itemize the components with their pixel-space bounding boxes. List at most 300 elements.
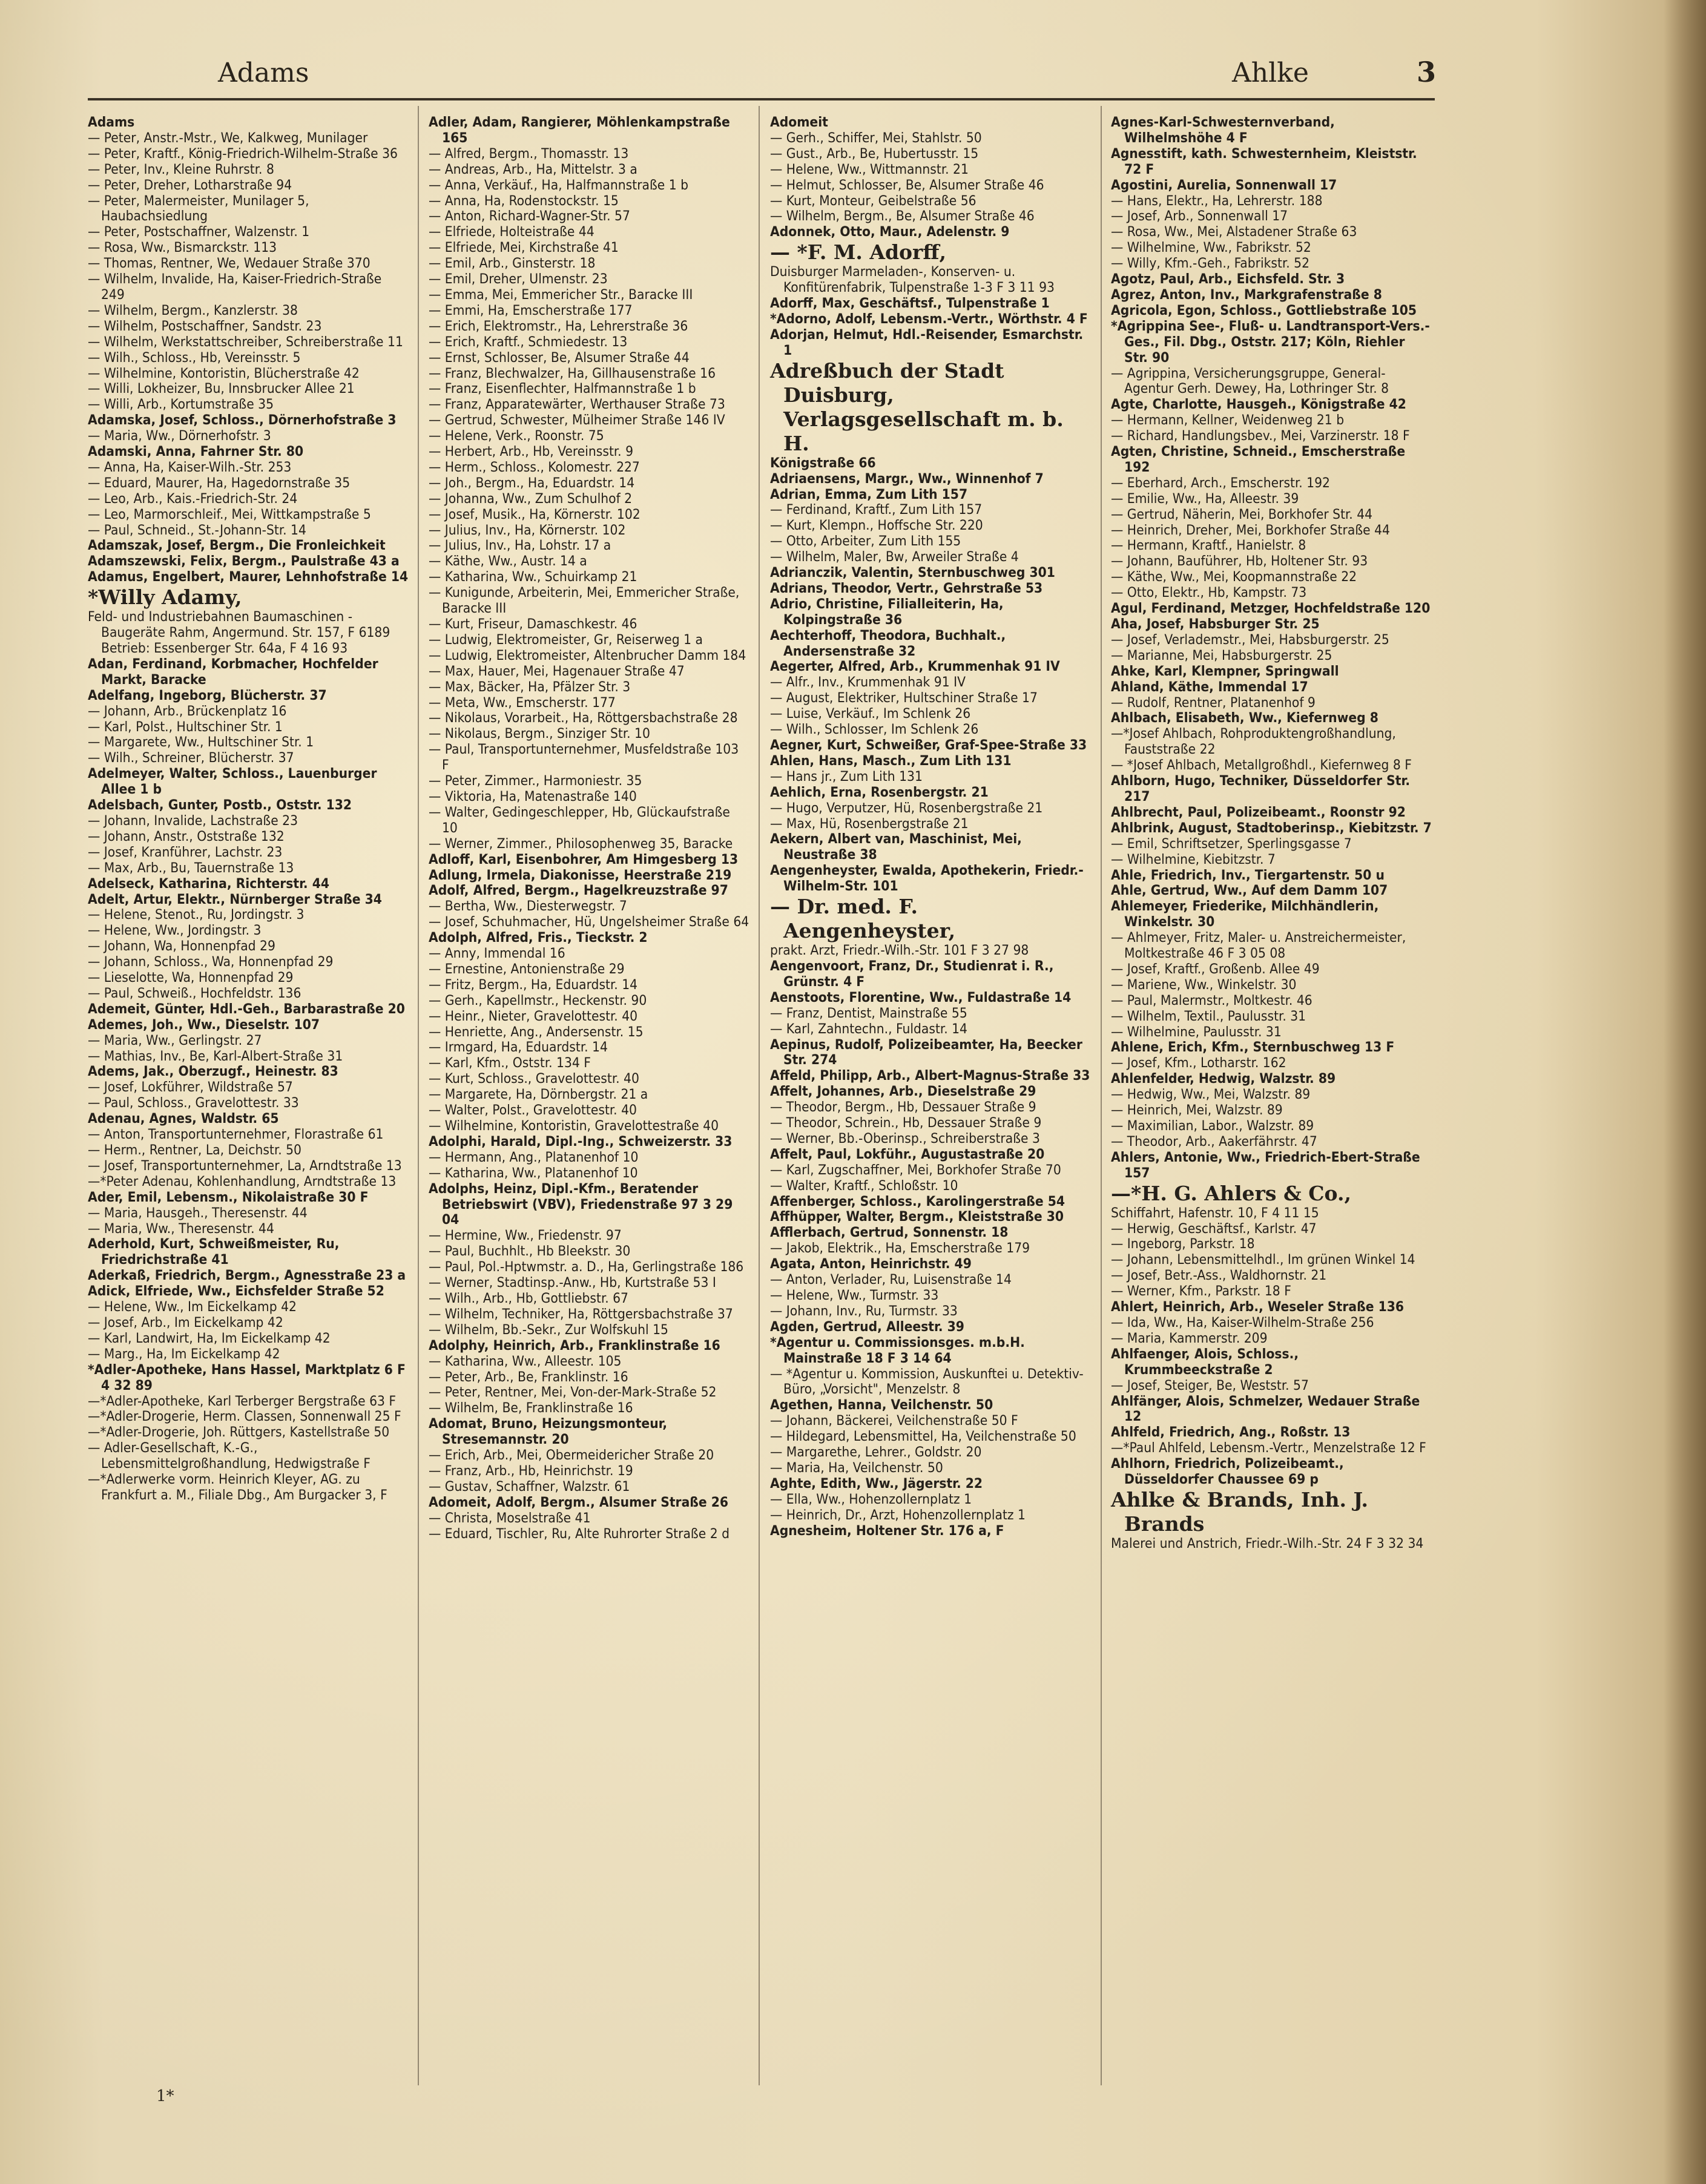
directory-entry: — Gust., Arb., Be, Hubertusstr. 15 — [770, 145, 979, 162]
column-divider — [418, 106, 419, 2085]
header-last-entry: Ahlke — [1232, 58, 1309, 88]
directory-entry: — Viktoria, Ha, Matenastraße 140 — [429, 788, 637, 804]
directory-entry: — Wilhelm, Invalide, Ha, Kaiser-Friedrich-Straße 249 — [88, 271, 382, 303]
directory-entry: — Josef, Verlademstr., Mei, Habsburgerstr. 25 — [1111, 631, 1389, 648]
directory-entry: Aderkaß, Friedrich, Bergm., Agnesstraße 23 a — [88, 1268, 406, 1284]
directory-entry: — Josef, Transportunternehmer, La, Arndtstraße 13 — [88, 1157, 402, 1174]
directory-entry: Adolphy, Heinrich, Arb., Franklinstraße 16 — [429, 1337, 720, 1353]
directory-entry: — Kunigunde, Arbeiterin, Mei, Emmericher Straße, Baracke III — [429, 585, 740, 617]
directory-entry: Adomat, Bruno, Heizungsmonteur, Stresemannstr. 20 — [429, 1416, 668, 1448]
directory-entry: — Bertha, Ww., Diesterwegstr. 7 — [429, 898, 627, 915]
directory-entry: —*Josef Ahlbach, Rohproduktengroßhandlung, Fauststraße 22 — [1111, 726, 1396, 758]
directory-entry: — Rudolf, Rentner, Platanenhof 9 — [1111, 694, 1316, 711]
directory-entry: — Ida, Ww., Ha, Kaiser-Wilhelm-Straße 256 — [1111, 1314, 1374, 1330]
directory-entry: — Hugo, Verputzer, Hü, Rosenbergstraße 21 — [770, 800, 1043, 816]
directory-entry: — Willi, Lokheizer, Bu, Innsbrucker Allee 21 — [88, 381, 355, 397]
directory-entry: — Helmut, Schlosser, Be, Alsumer Straße 46 — [770, 177, 1044, 193]
directory-entry: Aechterhoff, Theodora, Buchhalt., Andersenstraße 32 — [770, 627, 1006, 659]
directory-entry: —*Peter Adenau, Kohlenhandlung, Arndtstraße 13 — [88, 1173, 397, 1189]
directory-entry: — Alfr., Inv., Krummenhak 91 IV — [770, 674, 966, 691]
directory-entry: — Marianne, Mei, Habsburgerstr. 25 — [1111, 647, 1332, 663]
directory-entry: Aenstoots, Florentine, Ww., Fuldastraße 14 — [770, 989, 1072, 1005]
directory-entry: — Heinrich, Dr., Arzt, Hohenzollernplatz 1 — [770, 1507, 1026, 1523]
directory-entry: — Katharina, Ww., Schuirkamp 21 — [429, 569, 637, 585]
directory-entry: Aehlich, Erna, Rosenbergstr. 21 — [770, 784, 989, 800]
directory-entry: — Josef, Arb., Sonnenwall 17 — [1111, 208, 1288, 225]
directory-entry: Adamszak, Josef, Bergm., Die Fronleichkeit — [88, 538, 386, 554]
directory-entry: Adolf, Alfred, Bergm., Hagelkreuzstraße 97 — [429, 883, 728, 899]
directory-entry: Adomeit — [770, 114, 828, 130]
directory-entry: Adler, Adam, Rangierer, Möhlenkampstraße 165 — [429, 114, 730, 146]
directory-entry: Agnes-Karl-Schwesternverband, Wilhelmshöhe 4 F — [1111, 114, 1335, 146]
directory-entry: Agul, Ferdinand, Metzger, Hochfeldstraße 120 — [1111, 600, 1431, 617]
directory-entry: — Walter, Gedingeschlepper, Hb, Glückaufstraße 10 — [429, 804, 730, 836]
directory-entry: — Ahlmeyer, Fritz, Maler- u. Anstreichermeister, Moltkestraße 46 F 3 05 08 — [1111, 930, 1406, 962]
directory-entry: — Johann, Lebensmittelhdl., Im grünen Winkel 14 — [1111, 1252, 1415, 1268]
directory-entry: — Otto, Elektr., Hb, Kampstr. 73 — [1111, 585, 1307, 601]
directory-entry: Ahlbach, Elisabeth, Ww., Kiefernweg 8 — [1111, 710, 1378, 726]
directory-entry: — Heinrich, Mei, Walzstr. 89 — [1111, 1102, 1283, 1119]
directory-entry: —*Adler-Apotheke, Karl Terberger Bergstraße 63 F — [88, 1393, 397, 1409]
directory-entry: Aegerter, Alfred, Arb., Krummenhak 91 IV — [770, 659, 1060, 675]
directory-entry: Adloff, Karl, Eisenbohrer, Am Himgesberg 13 — [429, 851, 739, 867]
directory-entry: — Wilhelmine, Kontoristin, Blücherstraße 42 — [88, 365, 360, 381]
directory-entry: *Adorno, Adolf, Lebensm.-Vertr., Wörthstr. 4 F — [770, 311, 1088, 327]
directory-entry: Adamus, Engelbert, Maurer, Lehnhofstraße 14 — [88, 569, 409, 585]
directory-entry: Ahle, Friedrich, Inv., Tiergartenstr. 50 u — [1111, 867, 1385, 883]
directory-entry: — Erich, Elektromstr., Ha, Lehrerstraße 36 — [429, 318, 688, 334]
directory-entry: — Eberhard, Arch., Emscherstr. 192 — [1111, 475, 1330, 491]
column-divider — [1101, 106, 1102, 2085]
directory-entry: — Karl, Zugschaffner, Mei, Borkhofer Straße 70 — [770, 1162, 1061, 1178]
directory-entry: — Wilhelmine, Kiebitzstr. 7 — [1111, 851, 1276, 867]
directory-entry: Duisburger Marmeladen-, Konserven- u. Konfitürenfabrik, Tulpenstraße 1-3 F 3 11 93 — [770, 264, 1055, 296]
directory-entry: Adamszewski, Felix, Bergm., Paulstraße 43 a — [88, 553, 400, 570]
directory-entry: Agotz, Paul, Arb., Eichsfeld. Str. 3 — [1111, 271, 1345, 288]
directory-entry: — Alfred, Bergm., Thomasstr. 13 — [429, 145, 629, 162]
directory-entry: — Max, Hü, Rosenbergstraße 21 — [770, 815, 969, 832]
directory-entry: — Johann, Arb., Brückenplatz 16 — [88, 703, 287, 719]
directory-entry: — Franz, Arb., Hb, Heinrichstr. 19 — [429, 1462, 633, 1479]
directory-column-2 — [429, 115, 749, 1542]
directory-entry: — Emmi, Ha, Emscherstraße 177 — [429, 302, 633, 318]
directory-entry: — Julius, Inv., Ha, Körnerstr. 102 — [429, 522, 626, 538]
directory-entry: — Elfriede, Holteistraße 44 — [429, 224, 594, 240]
directory-entry: — Agrippina, Versicherungsgruppe, General-Agentur Gerh. Dewey, Ha, Lothringer Str. 8 — [1111, 365, 1389, 397]
directory-entry: — Wilhelmine, Kontoristin, Gravelottestraße 40 — [429, 1118, 719, 1134]
directory-entry: — Peter, Inv., Kleine Ruhrstr. 8 — [88, 161, 274, 177]
directory-entry: — Paul, Schneid., St.-Johann-Str. 14 — [88, 522, 306, 538]
directory-entry: — Josef, Musik., Ha, Körnerstr. 102 — [429, 506, 641, 522]
directory-entry: Affhüpper, Walter, Bergm., Kleiststraße 30 — [770, 1209, 1064, 1225]
directory-entry: — Thomas, Rentner, We, Wedauer Straße 370 — [88, 255, 371, 272]
directory-entry: — Rosa, Ww., Bismarckstr. 113 — [88, 240, 277, 256]
directory-entry: — Ella, Ww., Hohenzollernplatz 1 — [770, 1491, 972, 1507]
directory-entry: Ademes, Joh., Ww., Dieselstr. 107 — [88, 1016, 320, 1033]
directory-entry: *Willy Adamy, — [88, 585, 242, 610]
directory-entry: Adolph, Alfred, Fris., Tieckstr. 2 — [429, 930, 648, 946]
directory-entry: — Leo, Arb., Kais.-Friedrich-Str. 24 — [88, 490, 298, 507]
directory-entry: Ahlen, Hans, Masch., Zum Lith 131 — [770, 752, 1012, 769]
directory-entry: — Rosa, Ww., Mei, Alstadener Straße 63 — [1111, 224, 1357, 240]
directory-entry: Adreßbuch der Stadt Duisburg, Verlagsgesellschaft m. b. H. — [770, 358, 1064, 455]
directory-entry: — Karl, Landwirt, Ha, Im Eickelkamp 42 — [88, 1330, 331, 1346]
directory-entry: — Emil, Arb., Ginsterstr. 18 — [429, 255, 596, 272]
directory-entry: — Hildegard, Lebensmittel, Ha, Veilchenstraße 50 — [770, 1429, 1076, 1445]
directory-entry: — Anton, Richard-Wagner-Str. 57 — [429, 208, 630, 225]
directory-entry: Adams — [88, 114, 135, 130]
directory-entry: Adelfang, Ingeborg, Blücherstr. 37 — [88, 687, 327, 703]
directory-entry: Agden, Gertrud, Alleestr. 39 — [770, 1318, 964, 1335]
directory-entry: — Ludwig, Elektromeister, Gr, Reiserweg 1 a — [429, 631, 703, 648]
directory-entry: — Josef, Kranführer, Lachstr. 23 — [88, 844, 283, 860]
directory-entry: — Wilhelmine, Paulusstr. 31 — [1111, 1024, 1282, 1040]
directory-entry: — Katharina, Ww., Alleestr. 105 — [429, 1353, 622, 1369]
directory-entry: — Helene, Ww., Jordingstr. 3 — [88, 923, 262, 939]
directory-entry: Ahlemeyer, Friederike, Milchhändlerin, Winkelstr. 30 — [1111, 898, 1379, 930]
directory-entry: Adriaensens, Margr., Ww., Winnenhof 7 — [770, 470, 1044, 487]
directory-entry: — Josef, Betr.-Ass., Waldhornstr. 21 — [1111, 1268, 1327, 1284]
directory-entry: — Herbert, Arb., Hb, Vereinsstr. 9 — [429, 444, 634, 460]
directory-entry: — Josef, Kfm., Lotharstr. 162 — [1111, 1055, 1286, 1071]
directory-entry: — Theodor, Arb., Aakerfährstr. 47 — [1111, 1133, 1317, 1150]
directory-entry: Affelt, Paul, Lokführ., Augustastraße 20 — [770, 1146, 1045, 1162]
directory-entry: — Erich, Kraftf., Schmiedestr. 13 — [429, 334, 628, 350]
directory-entry: Aengenheyster, Ewalda, Apothekerin, Friedr.-Wilhelm-Str. 101 — [770, 863, 1084, 895]
directory-entry: — Hermann, Ang., Platanenhof 10 — [429, 1149, 639, 1165]
directory-column-4 — [1111, 115, 1432, 1552]
directory-entry: — Walter, Polst., Gravelottestr. 40 — [429, 1102, 637, 1119]
directory-entry: — Maria, Ww., Dörnerhofstr. 3 — [88, 428, 271, 444]
directory-entry: — Peter, Malermeister, Munilager 5, Haubachsiedlung — [88, 192, 309, 225]
directory-entry: — Werner, Kfm., Parkstr. 18 F — [1111, 1283, 1291, 1300]
directory-entry: — Leo, Marmorschleif., Mei, Wittkampstraße 5 — [88, 506, 371, 522]
directory-entry: — Anna, Ha, Kaiser-Wilh.-Str. 253 — [88, 459, 292, 475]
directory-entry: — Paul, Malermstr., Moltkestr. 46 — [1111, 992, 1312, 1008]
directory-entry: — Maria, Hausgeh., Theresenstr. 44 — [88, 1205, 308, 1221]
page-number: 3 — [1417, 56, 1437, 88]
directory-entry: — Gerh., Kapellmstr., Heckenstr. 90 — [429, 992, 647, 1008]
directory-entry: Ahlfänger, Alois, Schmelzer, Wedauer Straße 12 — [1111, 1393, 1420, 1425]
directory-entry: Ahke, Karl, Klempner, Springwall — [1111, 663, 1339, 679]
directory-entry: — Josef, Arb., Im Eickelkamp 42 — [88, 1314, 283, 1330]
directory-entry: — Maria, Ww., Gerlingstr. 27 — [88, 1032, 262, 1048]
directory-entry: — Peter, Rentner, Mei, Von-der-Mark-Straße 52 — [429, 1384, 717, 1401]
directory-entry: — Elfriede, Mei, Kirchstraße 41 — [429, 240, 619, 256]
directory-entry: Agte, Charlotte, Hausgeh., Königstraße 42 — [1111, 396, 1406, 413]
directory-entry: — Peter, Postschaffner, Walzenstr. 1 — [88, 224, 310, 240]
directory-entry: — Johann, Anstr., Oststraße 132 — [88, 828, 285, 844]
directory-entry: — Ernestine, Antonienstraße 29 — [429, 961, 625, 977]
book-spine-shadow — [1664, 0, 1706, 2184]
directory-entry: — Peter, Dreher, Lotharstraße 94 — [88, 177, 292, 193]
directory-entry: — Heinr., Nieter, Gravelottestr. 40 — [429, 1008, 638, 1024]
directory-entry: — Paul, Transportunternehmer, Musfeldstraße 103 F — [429, 742, 739, 774]
directory-entry: — Max, Arb., Bu, Tauernstraße 13 — [88, 860, 294, 876]
directory-entry: Affeld, Philipp, Arb., Albert-Magnus-Straße 33 — [770, 1068, 1090, 1084]
directory-entry: Affenberger, Schloss., Karolingerstraße 54 — [770, 1193, 1065, 1209]
directory-entry: — Franz, Blechwalzer, Ha, Gillhausenstraße 16 — [429, 365, 716, 381]
directory-entry: — Josef, Kraftf., Großenb. Allee 49 — [1111, 961, 1320, 977]
directory-entry: — Kurt, Monteur, Geibelstraße 56 — [770, 192, 977, 209]
directory-entry: Adrians, Theodor, Vertr., Gehrstraße 53 — [770, 580, 1043, 596]
directory-entry: Adolphi, Harald, Dipl.-Ing., Schweizerstr. 33 — [429, 1133, 733, 1150]
directory-entry: — Mariene, Ww., Winkelstr. 30 — [1111, 976, 1297, 993]
directory-entry: Aegner, Kurt, Schweißer, Graf-Spee-Straße 33 — [770, 737, 1087, 753]
directory-entry: — *Agentur u. Kommission, Auskunftei u. Detektiv-Büro, „Vorsicht", Menzelstr. 8 — [770, 1366, 1084, 1398]
directory-entry: — Margarete, Ha, Dörnbergstr. 21 a — [429, 1087, 648, 1103]
directory-entry: Agrez, Anton, Inv., Markgrafenstraße 8 — [1111, 286, 1382, 303]
directory-entry: — Marg., Ha, Im Eickelkamp 42 — [88, 1346, 280, 1362]
directory-entry: Ahle, Gertrud, Ww., Auf dem Damm 107 — [1111, 883, 1388, 899]
directory-entry: — Herm., Rentner, La, Deichstr. 50 — [88, 1142, 301, 1158]
directory-entry: Ahlenfelder, Hedwig, Walzstr. 89 — [1111, 1071, 1336, 1087]
directory-entry: — Wilhelm, Textil., Paulusstr. 31 — [1111, 1008, 1306, 1024]
directory-entry: — Anny, Immendal 16 — [429, 946, 565, 962]
directory-entry: — Herm., Schloss., Kolomestr. 227 — [429, 459, 640, 475]
directory-entry: — Wilhelm, Bergm., Be, Alsumer Straße 46 — [770, 208, 1035, 225]
directory-entry: — Maximilian, Labor., Walzstr. 89 — [1111, 1118, 1314, 1134]
directory-entry: —*Adler-Drogerie, Joh. Rüttgers, Kastellstraße 50 — [88, 1424, 390, 1441]
directory-entry: —*Adler-Drogerie, Herm. Classen, Sonnenwall 25 F — [88, 1409, 401, 1425]
directory-entry: Adems, Jak., Oberzugf., Heinestr. 83 — [88, 1064, 338, 1080]
directory-entry: Ademeit, Günter, Hdl.-Geh., Barbarastraße 20 — [88, 1001, 405, 1017]
directory-entry: — Maria, Ha, Veilchenstr. 50 — [770, 1459, 943, 1476]
header-rule — [88, 98, 1435, 100]
directory-entry: — Gertrud, Schwester, Mülheimer Straße 146 IV — [429, 412, 725, 429]
directory-entry: — Peter, Kraftf., König-Friedrich-Wilhelm-Straße 36 — [88, 145, 398, 162]
directory-entry: — Andreas, Arb., Ha, Mittelstr. 3 a — [429, 161, 637, 177]
signature-mark: 1* — [156, 2087, 174, 2105]
directory-entry: — *Josef Ahlbach, Metallgroßhdl., Kiefernweg 8 F — [1111, 757, 1412, 774]
directory-entry: — Theodor, Schrein., Hb, Dessauer Straße 9 — [770, 1115, 1042, 1131]
directory-entry: — Hermann, Kraftf., Hanielstr. 8 — [1111, 538, 1306, 554]
directory-entry: — Werner, Stadtinsp.-Anw., Hb, Kurtstraße 53 I — [429, 1275, 716, 1291]
directory-entry: Königstraße 66 — [770, 455, 876, 471]
directory-entry: Aekern, Albert van, Maschinist, Mei, Neustraße 38 — [770, 831, 1022, 863]
directory-entry: — Gerh., Schiffer, Mei, Stahlstr. 50 — [770, 130, 982, 146]
directory-entry: — Henriette, Ang., Andersenstr. 15 — [429, 1024, 644, 1040]
directory-entry: prakt. Arzt, Friedr.-Wilh.-Str. 101 F 3 27 98 — [770, 942, 1029, 959]
directory-entry: — Helene, Ww., Im Eickelkamp 42 — [88, 1299, 297, 1315]
directory-entry: Feld- und Industriebahnen Baumaschinen - Baugeräte Rahm, Angermund. Str. 157, F 6189 Betrieb: Essenberger Str. 64a, F 4 16 93 — [88, 609, 390, 656]
directory-entry: — Josef, Steiger, Be, Weststr. 57 — [1111, 1377, 1309, 1393]
directory-entry: — Kurt, Klempn., Hoffsche Str. 220 — [770, 518, 983, 534]
directory-entry: — Paul, Pol.-Hptwmstr. a. D., Ha, Gerlingstraße 186 — [429, 1259, 744, 1275]
directory-entry: —*Adlerwerke vorm. Heinrich Kleyer, AG. zu Frankfurt a. M., Filiale Dbg., Am Burgacker 3, F — [88, 1472, 387, 1503]
directory-entry: — Wilh., Schloss., Hb, Vereinsstr. 5 — [88, 349, 301, 366]
directory-entry: — Fritz, Bergm., Ha, Eduardstr. 14 — [429, 976, 638, 993]
directory-entry: — *F. M. Adorff, — [770, 240, 946, 265]
directory-entry: — Käthe, Ww., Austr. 14 a — [429, 553, 587, 570]
directory-entry: — Emilie, Ww., Ha, Alleestr. 39 — [1111, 490, 1299, 507]
directory-entry: — Kurt, Schloss., Gravelottestr. 40 — [429, 1071, 639, 1087]
directory-entry: — Adler-Gesellschaft, K.-G., Lebensmittelgroßhandlung, Hedwigstraße F — [88, 1440, 371, 1472]
directory-entry: — Maria, Ww., Theresenstr. 44 — [88, 1220, 274, 1237]
directory-entry: — Franz, Apparatewärter, Werthauser Straße 73 — [429, 396, 725, 413]
directory-entry: — Wilhelm, Techniker, Ha, Röttgersbachstraße 37 — [429, 1306, 733, 1322]
directory-entry: — Peter, Zimmer., Harmoniestr. 35 — [429, 773, 642, 789]
directory-entry: — Walter, Kraftf., Schloßstr. 10 — [770, 1177, 958, 1194]
directory-entry: Agricola, Egon, Schloss., Gottliebstraße 105 — [1111, 302, 1417, 318]
directory-entry: *Adler-Apotheke, Hans Hassel, Marktplatz 6 F 4 32 89 — [88, 1361, 406, 1393]
directory-entry: — Max, Bäcker, Ha, Pfälzer Str. 3 — [429, 679, 631, 695]
directory-entry: — Mathias, Inv., Be, Karl-Albert-Straße 31 — [88, 1048, 343, 1064]
directory-entry: — Johann, Schloss., Wa, Honnenpfad 29 — [88, 954, 334, 970]
directory-entry: Adlung, Irmela, Diakonisse, Heerstraße 219 — [429, 867, 732, 883]
directory-entry: Ahlbrecht, Paul, Polizeibeamt., Roonstr 92 — [1111, 804, 1406, 820]
directory-entry: — Margarete, Ww., Hultschiner Str. 1 — [88, 734, 314, 751]
directory-entry: — Richard, Handlungsbev., Mei, Varzinerstr. 18 F — [1111, 428, 1410, 444]
directory-entry: — Wilhelm, Bergm., Kanzlerstr. 38 — [88, 302, 298, 318]
directory-entry: — Nikolaus, Bergm., Sinziger Str. 10 — [429, 726, 650, 742]
directory-entry: — Erich, Arb., Mei, Obermeidericher Straße 20 — [429, 1447, 714, 1464]
directory-entry: Adan, Ferdinand, Korbmacher, Hochfelder Markt, Baracke — [88, 656, 378, 688]
column-divider — [759, 106, 760, 2085]
directory-entry: Adelt, Artur, Elektr., Nürnberger Straße 34 — [88, 891, 382, 907]
directory-entry: — Ludwig, Elektromeister, Altenbrucher Damm 184 — [429, 647, 746, 663]
directory-entry: — Paul, Schweiß., Hochfeldstr. 136 — [88, 985, 301, 1001]
directory-entry: — Meta, Ww., Emscherstr. 177 — [429, 694, 616, 711]
directory-entry: Aderhold, Kurt, Schweißmeister, Ru, Friedrichstraße 41 — [88, 1236, 340, 1268]
directory-entry: Ahlborn, Hugo, Techniker, Düsseldorfer Str. 217 — [1111, 773, 1411, 804]
directory-entry: — Eduard, Maurer, Ha, Hagedornstraße 35 — [88, 475, 351, 491]
directory-entry: — Hans jr., Zum Lith 131 — [770, 768, 923, 784]
directory-entry: — Johann, Inv., Ru, Turmstr. 33 — [770, 1303, 958, 1319]
directory-entry: Ahlhorn, Friedrich, Polizeibeamt., Düsseldorfer Chaussee 69 p — [1111, 1456, 1344, 1488]
directory-entry: Affelt, Johannes, Arb., Dieselstraße 29 — [770, 1084, 1036, 1100]
directory-entry: Adomeit, Adolf, Bergm., Alsumer Straße 26 — [429, 1494, 729, 1510]
directory-entry: Adamski, Anna, Fahrner Str. 80 — [88, 444, 304, 460]
directory-entry: — Johann, Bauführer, Hb, Holtener Str. 93 — [1111, 553, 1368, 570]
directory-entry: — Willy, Kfm.-Geh., Fabrikstr. 52 — [1111, 255, 1310, 272]
header-first-entry: Adams — [218, 58, 309, 88]
directory-entry: — Wilh., Arb., Hb, Gottliebstr. 67 — [429, 1290, 628, 1306]
directory-entry: Ahlbrink, August, Stadtoberinsp., Kiebitzstr. 7 — [1111, 820, 1432, 836]
directory-entry: — August, Elektriker, Hultschiner Straße 17 — [770, 690, 1038, 706]
directory-entry: — Christa, Moselstraße 41 — [429, 1510, 591, 1526]
directory-entry: Adelsbach, Gunter, Postb., Oststr. 132 — [88, 797, 352, 814]
directory-entry: — Josef, Lokführer, Wildstraße 57 — [88, 1079, 293, 1096]
directory-entry: — Willi, Arb., Kortumstraße 35 — [88, 396, 274, 413]
directory-entry: Agnesstift, kath. Schwesternheim, Kleiststr. 72 F — [1111, 145, 1417, 177]
directory-entry: — Jakob, Elektrik., Ha, Emscherstraße 179 — [770, 1240, 1030, 1257]
directory-entry: — Wilh., Schlosser, Im Schlenk 26 — [770, 722, 979, 738]
directory-entry: — Wilhelm, Werkstattschreiber, Schreiberstraße 11 — [88, 334, 403, 350]
directory-entry: — Johann, Wa, Honnenpfad 29 — [88, 938, 275, 955]
directory-entry: — Johanna, Ww., Zum Schulhof 2 — [429, 490, 633, 507]
directory-column-3 — [770, 115, 1091, 1539]
directory-entry: Ahlene, Erich, Kfm., Sternbuschweg 13 F — [1111, 1039, 1395, 1056]
directory-entry: — Josef, Schuhmacher, Hü, Ungelsheimer Straße 64 — [429, 914, 749, 930]
directory-entry: *Agrippina See-, Fluß- u. Landtransport-Vers.-Ges., Fil. Dbg., Oststr. 217; Köln, Riehler Str. 90 — [1111, 318, 1430, 366]
directory-entry: — Lieselotte, Wa, Honnenpfad 29 — [88, 970, 294, 986]
directory-entry: Adamska, Josef, Schloss., Dörnerhofstraße 3 — [88, 412, 397, 429]
directory-entry: Ahland, Käthe, Immendal 17 — [1111, 679, 1308, 695]
directory-entry: — Hermann, Kellner, Weidenweg 21 b — [1111, 412, 1345, 429]
directory-entry: Agethen, Hanna, Veilchenstr. 50 — [770, 1397, 993, 1413]
directory-entry: — Franz, Dentist, Mainstraße 55 — [770, 1005, 967, 1021]
directory-entry: — Gustav, Schaffner, Walzstr. 61 — [429, 1478, 630, 1495]
directory-entry: — Dr. med. F. Aengenheyster, — [770, 895, 956, 943]
directory-entry: Aha, Josef, Habsburger Str. 25 — [1111, 616, 1320, 632]
directory-entry: — Johann, Bäckerei, Veilchenstraße 50 F — [770, 1413, 1018, 1429]
directory-entry: Ader, Emil, Lebensm., Nikolaistraße 30 F — [88, 1189, 369, 1205]
directory-entry: — Wilhelmine, Ww., Fabrikstr. 52 — [1111, 240, 1311, 256]
directory-entry: Agata, Anton, Heinrichstr. 49 — [770, 1256, 972, 1272]
directory-entry: — Irmgard, Ha, Eduardstr. 14 — [429, 1039, 608, 1056]
directory-entry: Ahlfaenger, Alois, Schloss., Krummbeeckstraße 2 — [1111, 1346, 1299, 1378]
directory-entry: — Margarethe, Lehrer., Goldstr. 20 — [770, 1444, 982, 1461]
directory-entry: *Agentur u. Commissionsges. m.b.H. Mainstraße 18 F 3 14 64 — [770, 1334, 1025, 1366]
directory-entry: — Peter, Anstr.-Mstr., We, Kalkweg, Munilager — [88, 130, 368, 146]
directory-entry: — Helene, Ww., Turmstr. 33 — [770, 1288, 939, 1303]
directory-entry: Adick, Elfriede, Ww., Eichsfelder Straße 52 — [88, 1283, 384, 1300]
directory-entry: — Karl, Zahntechn., Fuldastr. 14 — [770, 1021, 967, 1037]
directory-entry: Adrio, Christine, Filialleiterin, Ha, Kolpingstraße 36 — [770, 596, 1004, 628]
directory-entry: Adrianczik, Valentin, Sternbuschweg 301 — [770, 565, 1055, 581]
directory-entry: Adrian, Emma, Zum Lith 157 — [770, 486, 968, 502]
directory-entry: Adolphs, Heinz, Dipl.-Kfm., Beratender Betriebswirt (VBV), Friedenstraße 97 3 29 04 — [429, 1180, 733, 1228]
directory-entry: Adorjan, Helmut, Hdl.-Reisender, Esmarchstr. 1 — [770, 326, 1084, 358]
directory-entry: — Anna, Verkäuf., Ha, Halfmannstraße 1 b — [429, 177, 689, 193]
directory-entry: Ahlke & Brands, Inh. J. Brands — [1111, 1487, 1368, 1536]
directory-entry: — Heinrich, Dreher, Mei, Borkhofer Straße 44 — [1111, 522, 1390, 538]
directory-entry: Aepinus, Rudolf, Polizeibeamter, Ha, Beecker Str. 274 — [770, 1036, 1082, 1068]
directory-entry: —*H. G. Ahlers & Co., — [1111, 1181, 1351, 1205]
directory-entry: — Helene, Ww., Wittmannstr. 21 — [770, 161, 969, 177]
directory-entry: Ahlers, Antonie, Ww., Friedrich-Ebert-Straße 157 — [1111, 1149, 1420, 1181]
directory-entry: — Otto, Arbeiter, Zum Lith 155 — [770, 533, 961, 550]
directory-entry: — Luise, Verkäuf., Im Schlenk 26 — [770, 706, 971, 722]
directory-entry: Afflerbach, Gertrud, Sonnenstr. 18 — [770, 1225, 1009, 1241]
directory-entry: — Werner, Bb.-Oberinsp., Schreiberstraße 3 — [770, 1130, 1040, 1146]
directory-entry: — Hedwig, Ww., Mei, Walzstr. 89 — [1111, 1087, 1311, 1103]
directory-entry: — Johann, Invalide, Lachstraße 23 — [88, 812, 298, 829]
directory-entry: Agostini, Aurelia, Sonnenwall 17 — [1111, 177, 1337, 193]
directory-entry: — Emil, Dreher, Ulmenstr. 23 — [429, 271, 608, 288]
directory-entry: Adelmeyer, Walter, Schloss., Lauenburger Allee 1 b — [88, 766, 377, 798]
directory-entry: Aghte, Edith, Ww., Jägerstr. 22 — [770, 1475, 983, 1492]
directory-entry: Ahlfeld, Friedrich, Ang., Roßstr. 13 — [1111, 1424, 1351, 1441]
directory-entry: — Paul, Schloss., Gravelottestr. 33 — [88, 1095, 299, 1111]
directory-entry: Adorff, Max, Geschäftsf., Tulpenstraße 1 — [770, 295, 1050, 312]
directory-entry: — Wilhelm, Bb.-Sekr., Zur Wolfskuhl 15 — [429, 1321, 668, 1338]
directory-entry: Agten, Christine, Schneid., Emscherstraße 192 — [1111, 444, 1406, 475]
directory-entry: — Nikolaus, Vorarbeit., Ha, Röttgersbachstraße 28 — [429, 710, 738, 726]
directory-entry: Adonnek, Otto, Maur., Adelenstr. 9 — [770, 224, 1010, 240]
directory-entry: — Maria, Kammerstr. 209 — [1111, 1330, 1268, 1346]
directory-entry: — Ferdinand, Kraftf., Zum Lith 157 — [770, 502, 983, 518]
directory-entry: — Joh., Bergm., Ha, Eduardstr. 14 — [429, 475, 635, 491]
directory-entry: — Karl, Kfm., Oststr. 134 F — [429, 1055, 591, 1071]
directory-entry: — Ernst, Schlosser, Be, Alsumer Straße 44 — [429, 349, 690, 366]
directory-entry: — Hans, Elektr., Ha, Lehrerstr. 188 — [1111, 192, 1323, 209]
directory-entry: Aengenvoort, Franz, Dr., Studienrat i. R., Grünstr. 4 F — [770, 958, 1054, 990]
directory-entry: — Wilhelm, Postschaffner, Sandstr. 23 — [88, 318, 322, 334]
directory-entry: Adelseck, Katharina, Richterstr. 44 — [88, 875, 330, 892]
directory-entry: — Katharina, Ww., Platanenhof 10 — [429, 1165, 638, 1181]
directory-entry: Ahlert, Heinrich, Arb., Weseler Straße 136 — [1111, 1299, 1405, 1315]
directory-entry: — Max, Hauer, Mei, Hagenauer Straße 47 — [429, 663, 685, 679]
directory-entry: — Wilhelm, Be, Franklinstraße 16 — [429, 1400, 633, 1416]
directory-entry: — Theodor, Bergm., Hb, Dessauer Straße 9 — [770, 1099, 1036, 1116]
directory-entry: — Paul, Buchhlt., Hb Bleekstr. 30 — [429, 1243, 631, 1260]
directory-entry: — Emil, Schriftsetzer, Sperlingsgasse 7 — [1111, 835, 1352, 852]
directory-entry: — Helene, Verk., Roonstr. 75 — [429, 428, 604, 444]
directory-entry: — Wilh., Schreiner, Blücherstr. 37 — [88, 750, 294, 766]
directory-entry: — Julius, Inv., Ha, Lohstr. 17 a — [429, 538, 611, 554]
